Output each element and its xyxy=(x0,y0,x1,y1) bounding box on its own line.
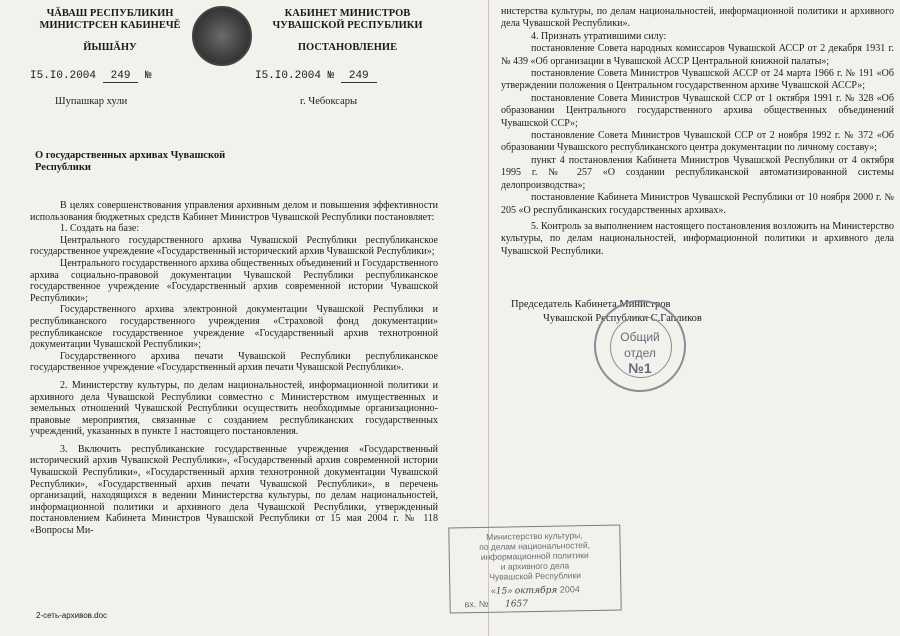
russian-date-number xyxy=(255,70,377,82)
left-body-text xyxy=(30,200,438,537)
paragraph: 3. Включить республиканские государственные учреждения «Государственный исторический архив Чувашской Республики», «Государственный архив современной истории Чувашской Республики», «Государственный архив технотронной документации Чувашской Республики», «Государственный архив печати Чувашской Республики», в перечень организаций, находящихся в ведении Министерства культуры, по делам национальностей, информационной политики и архивного дела Чувашской Республики, утвержденный постановлением Кабинета Министров Чувашской Республики от 15 мая 2004 г. № 118 «Вопросы Ми- xyxy=(30,443,438,537)
russian-date: I5.I0.2004 xyxy=(255,70,322,82)
paragraph: постановление Кабинета Министров Чувашской Республики от 10 ноября 2000 г. № 205 «О республиканских государственных архивах». xyxy=(501,192,894,216)
paragraph: Государственного архива печати Чувашской Республики республиканское государственное учреждение «Государственный архив печати Чувашской Республики». xyxy=(30,350,438,374)
paragraph: 1. Создать на базе: xyxy=(60,223,140,235)
russian-act-title: ПОСТАНОВЛЕНИЕ xyxy=(297,42,398,53)
chuvash-line-2: МИНИСТРСЕН КАБИНЕЧĔ xyxy=(39,20,181,31)
stamp-date-day: 15 xyxy=(495,586,508,597)
paragraph: Государственного архива электронной документации Чувашской Республики и республиканского государственного учреждения «Страховой фонд документации» республиканское государственное учреждение «Государственный архив технотронной документации Чувашской Республики»; xyxy=(30,304,438,351)
signatory-name: Чувашской Республики С.Гапликов xyxy=(543,313,702,325)
round-seal xyxy=(594,300,686,392)
right-page xyxy=(464,0,900,636)
paragraph: постановление Совета Министров Чувашской АССР от 24 марта 1966 г. № 191 «Об утверждении положения о Центральном государственном архиве Чувашской АССР»; xyxy=(501,68,894,92)
russian-line-2: ЧУВАШСКОЙ РЕСПУБЛИКИ xyxy=(272,20,423,31)
chuvash-number-sign: № xyxy=(145,70,152,82)
stamp-incoming-number xyxy=(457,597,615,611)
russian-city: г. Чебоксары xyxy=(300,96,358,107)
chuvash-city: Шупашкар хули xyxy=(55,96,128,107)
paragraph: пункт 4 постановления Кабинета Министров Чувашской Республики от 4 октября 1995 г. № 257 «О создании республиканской автоматизированной системы делопроизводства»; xyxy=(501,154,894,191)
seal-text-1: Общий xyxy=(620,330,660,344)
seal-text-2: отдел xyxy=(624,346,656,360)
russian-line-1: КАБИНЕТ МИНИСТРОВ xyxy=(284,8,411,19)
file-name-footer: 2-сеть-архивов.doc xyxy=(36,611,108,620)
stamp-date: «15» октября 2004 xyxy=(490,584,580,597)
chuvash-header xyxy=(35,8,185,54)
chuvash-number: 249 xyxy=(103,70,139,83)
emblem-icon xyxy=(192,6,252,66)
stamp-in-label: вх. № xyxy=(464,598,489,610)
paragraph: Центрального государственного архива общественных объединений и Государственного архива социально-правовой документации Чувашской Республики республиканское государственное учреждение «Государственный архив современной истории Чувашской Республики»; xyxy=(30,257,438,304)
paragraph: постановление Совета Министров Чувашской ССР от 1 октября 1991 г. № 328 «Об образовании Центрального государственного архива общественных объединений Чувашской ССР»; xyxy=(501,92,894,129)
russian-number-sign: № xyxy=(327,70,335,82)
document-header xyxy=(30,6,438,128)
stamp-line-4: и архивного дела xyxy=(500,560,570,572)
paragraph: 2. Министерству культуры, по делам национальностей, информационной политики и архивного дела Чувашской Республики совместно с Министерством имущественных и земельных отношений Чувашской Республики осуществить необходимые организационно-правовые мероприятия, связанные с созданием республиканских государственных учреждений, указанных в пункте 1 настоящего постановления. xyxy=(30,379,438,438)
chuvash-date-number xyxy=(30,70,152,82)
stamp-in-value: 1657 xyxy=(504,599,529,610)
stamp-date-month: октября xyxy=(514,585,558,597)
signature-block xyxy=(511,298,894,326)
stamp-line-5: Чувашской Республики xyxy=(489,570,582,582)
stamp-date-year: 2004 xyxy=(559,584,580,595)
stamp-line-2: по делам национальностей, xyxy=(479,540,591,552)
paragraph: постановление Совета народных комиссаров Чувашской АССР от 2 декабря 1931 г. № 439 «Об организации в Чувашской АССР Центральной книжной палаты»; xyxy=(501,43,894,67)
chuvash-line-1: ЧĂВАШ РЕСПУБЛИКИН xyxy=(46,8,174,19)
paragraph: нистерства культуры, по делам национальностей, информационной политики и архивного дела Чувашской Республики». xyxy=(501,6,894,30)
seal-text-3: №1 xyxy=(628,360,652,376)
russian-number: 249 xyxy=(341,70,377,83)
paragraph: Центрального государственного архива Чувашской Республики республиканское государственное учреждение «Государственный исторический архив Чувашской Республики»; xyxy=(30,234,438,258)
russian-header xyxy=(255,8,440,54)
stamp-line-1: Министерство культуры, xyxy=(486,530,583,542)
stamp-line-3: информационной политики xyxy=(480,550,589,562)
paragraph: постановление Совета Министров Чувашской ССР от 2 ноября 1992 г. № 372 «Об образовании Чувашского республиканского центра документации по личному составу»; xyxy=(501,130,894,154)
paragraph: В целях совершенствования управления архивным делом и повышения эффективности использования бюджетных средств Кабинет Министров Чувашской Республики постановляет: xyxy=(30,200,438,223)
paragraph: 5. Контроль за выполнением настоящего постановления возложить на Министерство культуры, по делам национальностей, информационной политики и архивного дела Чувашской Республики. xyxy=(501,220,894,257)
chuvash-act-title: ЙЫШĂНУ xyxy=(83,42,137,53)
incoming-stamp xyxy=(448,525,621,614)
right-body-text xyxy=(501,6,894,258)
document-subject: О государственных архивах Чувашской Республики xyxy=(35,150,226,173)
chuvash-date: I5.I0.2004 xyxy=(30,70,97,82)
signatory-title: Председатель Кабинета Министров xyxy=(511,299,671,311)
paragraph: 4. Признать утратившими силу: xyxy=(531,30,667,42)
